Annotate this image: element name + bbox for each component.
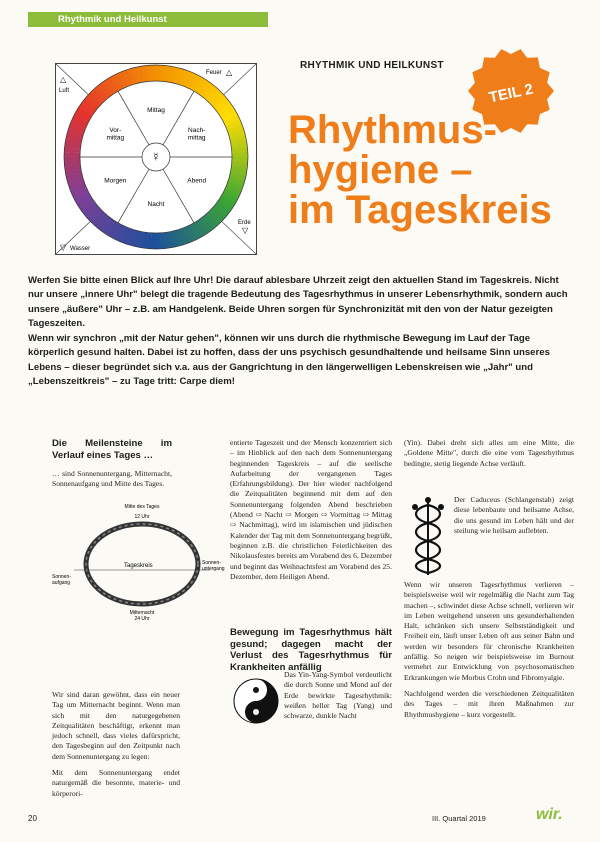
column-3-paragraph-3: Nachfolgend werden die verschiedenen Zeitqualitäten des Tages – mit ihren Maßnahmen zur Rhythmushygiene – kurz vorgestellt. [404, 688, 574, 719]
caduceus-icon [406, 495, 450, 577]
clock-segment-label: Vor-mittag [106, 126, 125, 142]
column-1-paragraph-2: Mit dem Sonnenuntergang endet naturgemäß die besonnte, materie- und körperori- [52, 768, 180, 798]
title-line-3: im Tageskreis [288, 188, 552, 232]
mercury-symbol-icon: ☿ [151, 150, 161, 164]
column-2-paragraph: entierte Tageszeit und der Mensch konzentriert sich – im Hinblick auf den nach dem Sonnenuntergang beginnenden Tageskreis – auf die seelische Aufarbeitung der vergangenen Tages (Erfahrungsbildung). Der hier wieder nachfolgend die Zeitqualitäten beginnend mit dem auf den Sonnenuntergang folgenden Abend beschrieben (Abend ⇨ Nacht ⇨ Morgen ⇨ Vormittag ⇨ Mittag ⇨ Nachmittag), wird im islamischen und jüdischen Kalender der Tag mit dem Sonnenuntergang begrüßt, beginnen z.B. die christlichen Feierlichkeiten des Nikolausfestes bereits am Vorabend des 6. Dezember und beginnt das Weihnachtsfest am Vorabend des 25. Dezember, dem Heiligen Abend. [230, 438, 392, 581]
ring-segment [64, 157, 80, 162]
column-3-caduceus-text [454, 495, 574, 542]
column-3-top [404, 438, 574, 475]
column-3-caduceus-paragraph: Der Caduceus (Schlangenstab) zeigt diese lebenbaute und heilsame Achse, die uns gesund im Leben hält und der steilung wie heilsam auflebten. [454, 495, 574, 535]
issue-label: III. Quartal 2019 [432, 814, 486, 823]
column-1-paragraph-1: Wir sind daran gewöhnt, dass ein neuer Tag um Mitternacht beginnt. Wenn man sich mit den naturgegebenen Zeitqualitäten beschäftigt, erkennt man jedoch schnell, dass vieles dafürspricht, den Tagesbeginn auf den Zeitpunkt nach dem Sonnenuntergang zu legen: [52, 690, 180, 761]
diagram-right-label-line2: untergang [202, 566, 225, 572]
column-3-paragraph-1: (Yin). Dabei dreht sich alles um eine Mitte, die „Goldene Mitte", durch die eine vom Tagesrhythmus bedingte, stetig liegende Achse verläuft. [404, 438, 574, 468]
intro-paragraph-1: Werfen Sie bitte einen Blick auf Ihre Uhr! Die darauf ablesbare Uhrzeit zeigt den aktuellen Stand im Tageskreis. Nicht nur unsere „innere Uhr" belegt die tragende Bedeutung des Tagesrhythmus in unserer Lebensrhythmik, sondern auch unsere „äußere" Uhr – z.B. am Handgelenk. Beide Uhren sorgen für Synchronizität mit den von der Natur gezeigten Tageszeiten. [28, 275, 568, 329]
diagram-bottom-label-line2: 24 Uhr [134, 616, 150, 622]
column-3-paragraph-2: Wenn wir unseren Tagesrhythmus verlieren – beispielsweise weil wir regelmäßig die Nacht zum Tag machen –, schwindet diese Achse schnell, verlieren wir im Leben weitgehend unseren uns gesunderhaltenden Halt, schränken sich unsere Selbstständigkeit und Freiheit ein, läuft unser Leben oft aus seiner Bahn und werden wir besonders für chronische Krankheiten anfällig. So neigen wir beispielsweise im Burnout vermehrt zur Entwicklung von psychosomatischen Erkrankungen wie Morbus Crohn und Fibromyalgie. [404, 580, 574, 682]
diagram-right-label: Sonnen- [202, 560, 221, 566]
diagram-bottom-label: Mitternacht [129, 610, 155, 616]
clock-segment-label: Mittag [147, 107, 165, 114]
intro-paragraph-2: Wenn wir synchron „mit der Natur gehen", können wir uns durch die rhythmische Bewegung im Lauf der Tage körperlich gesund halten. Dabei ist zu hoffen, dass der uns psychisch gesundhaltende und heilsame Sinn unseres Lebens – dieser begründet sich v.a. aus der Gangrichtung in den längerwelligen Lebenskreisen wie „Jahr" und „Lebenszeitkreis" – zu Tage tritt: Carpe diem! [28, 333, 550, 388]
column-3-bottom [404, 580, 574, 726]
ring-segment [232, 152, 248, 157]
intro-text [28, 274, 576, 390]
magazine-logo: wir. [536, 806, 563, 823]
corner-label-water: Wasser [70, 246, 91, 252]
column-2-bottom [284, 670, 392, 727]
column-1-bottom [52, 690, 180, 805]
corner-label-earth: Erde [238, 220, 251, 226]
section-tab: Rhythmik und Heilkunst [28, 12, 268, 27]
water-triangle-icon: ▽ [60, 243, 67, 252]
article-title [288, 110, 588, 230]
column-2-yinyang-paragraph: Das Yin-Yang-Symbol verdeutlicht die durch Sonne und Mond auf der Erde bewirkte Tagesrhythmik: weißen heller Tag (Yang) und schwarze, dunkle Nacht [284, 670, 392, 721]
column-2-heading: Bewegung im Tagesrhythmus hält gesund; dagegen macht der Verlust des Tagesrhythmus für Krankheiten anfällig [230, 627, 392, 673]
page-number: 20 [28, 814, 37, 823]
column-1-lead: … sind Sonnenuntergang, Mitternacht, Sonnenaufgang und Mitte des Tages. [52, 469, 172, 489]
air-triangle-icon: △ [60, 75, 67, 84]
column-2-top [230, 438, 392, 588]
diagram-left-label: Sonnen- [52, 574, 71, 580]
day-cycle-clock-diagram [55, 63, 257, 255]
diagram-top-label [125, 504, 160, 510]
clock-segment-label: Nacht [147, 201, 165, 208]
ring-segment [151, 65, 156, 81]
fire-triangle-icon: △ [226, 68, 233, 77]
day-cycle-arc-diagram [52, 498, 225, 626]
clock-segment-label: Nach-mittag [187, 126, 206, 142]
diagram-top-label-line2: 12 Uhr [134, 514, 150, 520]
ring-segment [156, 233, 161, 249]
yin-yang-icon [232, 677, 280, 725]
clock-segment-label: Abend [187, 177, 207, 185]
corner-label-fire: Feuer [206, 70, 222, 76]
diagram-center-label: Tageskreis [124, 563, 153, 569]
clock-graphic [56, 64, 256, 254]
title-line-1: Rhythmus- [288, 108, 497, 152]
corner-label-air: Luft [59, 88, 70, 94]
kicker: RHYTHMIK UND HEILKUNST [300, 60, 444, 71]
earth-triangle-icon: ▽ [242, 226, 249, 235]
badge-text: TEIL 2 [487, 80, 535, 107]
clock-segment-label: Morgen [104, 177, 127, 185]
title-line-2: hygiene – [288, 148, 473, 192]
diagram-left-label-line2: aufgang [52, 580, 71, 586]
column-1-heading: Die Meilensteine im Verlauf eines Tages … [52, 438, 172, 461]
column-1-top [52, 438, 172, 496]
svg-text:Mitte des Tages: Mitte des Tages [124, 504, 160, 510]
